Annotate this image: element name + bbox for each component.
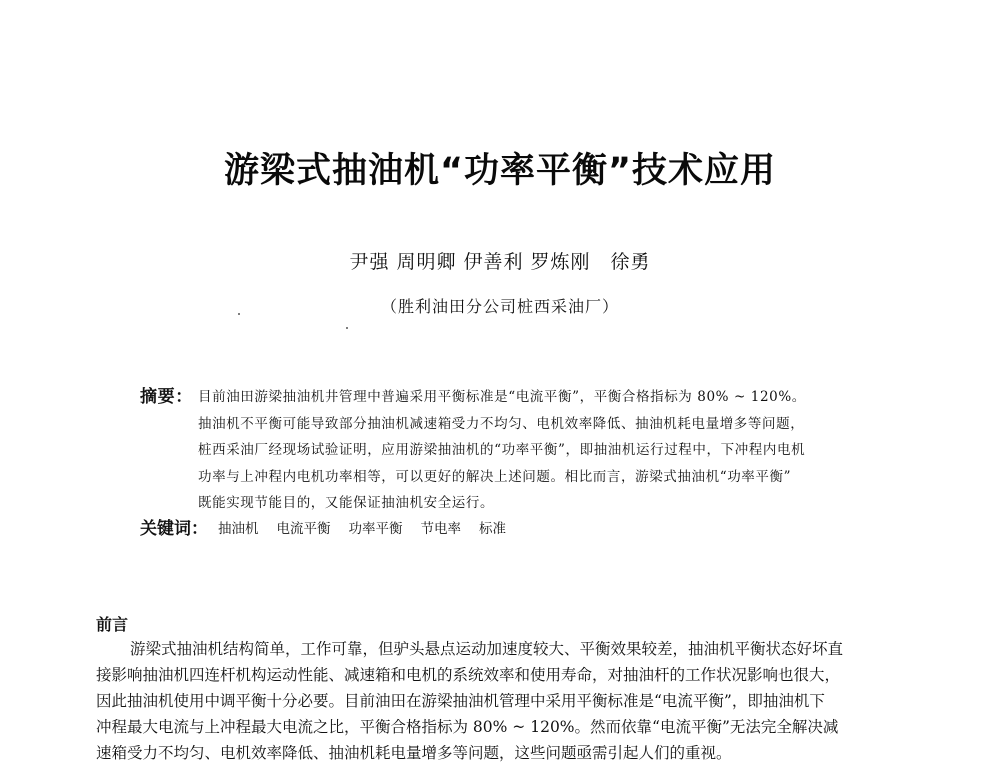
author-list: 尹强 周明卿 伊善利 罗炼刚 徐勇 [349, 251, 651, 273]
section-heading-intro: 前言 [96, 615, 129, 634]
keyword-list [218, 516, 870, 542]
keyword-item: 标准 [479, 521, 506, 537]
keyword-item: 电流平衡 [276, 521, 331, 537]
keyword-item: 节电率 [420, 521, 461, 537]
abstract-block [140, 384, 870, 517]
scan-speck [238, 313, 240, 315]
paragraph-line: 冲程最大电流与上冲程最大电流之比，平衡合格指标为 80% ~ 120%。然而依靠“电流平衡”无法完全解决减 [96, 718, 839, 736]
paragraph-line: 游梁式抽油机结构简单，工作可靠，但驴头悬点运动加速度较大、平衡效果较差，抽油机平衡状态好坏直 [130, 640, 844, 658]
keywords-block [140, 516, 870, 542]
scan-speck [346, 327, 348, 329]
paragraph-line: 速箱受力不均匀、电机效率降低、抽油机耗电量增多等问题，这些问题亟需引起人们的重视。 [96, 744, 732, 762]
abstract-body [198, 384, 870, 517]
paragraph-line: 接影响抽油机四连杆机构运动性能、减速箱和电机的系统效率和使用寿命，对抽油杆的工作状况影响也很大， [96, 666, 841, 684]
abstract-line: 桩西采油厂经现场试验证明，应用游梁抽油机的“功率平衡”，即抽油机运行过程中，下冲程内电机 [198, 442, 806, 458]
keywords-label: 关键词： [140, 519, 208, 539]
keyword-item: 抽油机 [218, 521, 259, 537]
keyword-item: 功率平衡 [348, 521, 403, 537]
abstract-line: 既能实现节能目的，又能保证抽油机安全运行。 [198, 495, 495, 511]
paragraph-line: 因此抽油机使用中调平衡十分必要。目前油田在游梁抽油机管理中采用平衡标准是“电流平衡”，即抽油机下 [96, 692, 825, 710]
abstract-line: 目前油田游梁抽油机井管理中普遍采用平衡标准是“电流平衡”，平衡合格指标为 80% ~ 120%。 [198, 389, 806, 405]
introduction-body [96, 636, 916, 766]
abstract-line: 抽油机不平衡可能导致部分抽油机减速箱受力不均匀、电机效率降低、抽油机耗电量增多等问题， [198, 415, 805, 432]
affiliation: （胜利油田分公司桩西采油厂） [380, 297, 619, 316]
abstract-label: 摘要： [140, 387, 193, 407]
paper-title: 游梁式抽油机“功率平衡”技术应用 [223, 151, 776, 191]
abstract-line: 功率与上冲程内电机功率相等，可以更好的解决上述问题。相比而言，游梁式抽油机“功率平衡” [198, 468, 792, 485]
